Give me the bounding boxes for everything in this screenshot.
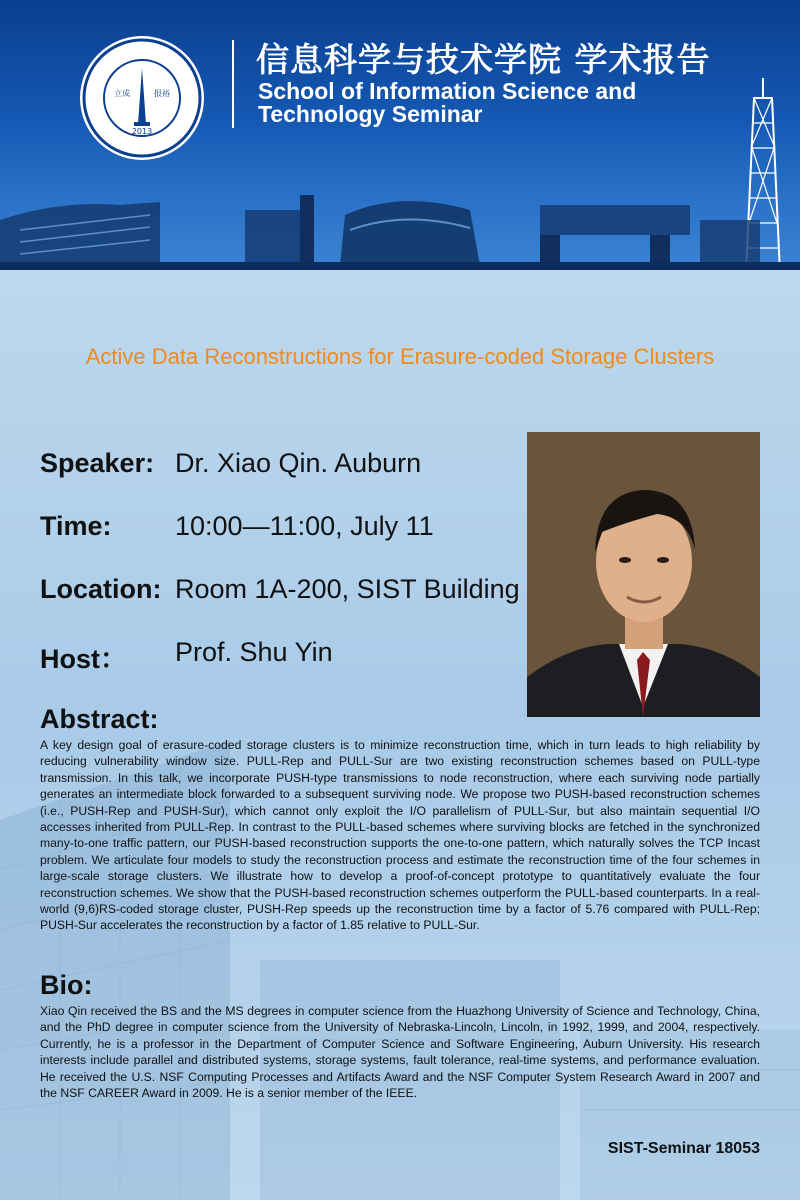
seminar-id: SIST-Seminar 18053 (607, 1140, 760, 1157)
header-divider (232, 40, 234, 128)
abstract-heading: Abstract: (40, 704, 159, 734)
time-label: Time: (40, 511, 112, 541)
header-title-chinese: 信息科学与技术学院 学术报告 (256, 40, 711, 79)
svg-text:报裕: 报裕 (154, 89, 170, 98)
speaker-label: Speaker: (40, 448, 155, 478)
speaker-photo (527, 432, 760, 717)
host-label: Host： (40, 644, 127, 674)
campus-skyline (0, 180, 800, 270)
svg-text:立成: 立成 (114, 89, 130, 98)
talk-title: Active Data Reconstructions for Erasure-coded Storage Clusters (85, 344, 715, 369)
abstract-text: A key design goal of erasure-coded storage clusters is to minimize reconstruction time, which in turn leads to high reliability by reducing vulnerability window size. PULL-Rep and PULL-Sur are two existing reconstruction schemes based on PULL-type transmission. In this talk, we incorporate PUSH-type transmissions to node reconstruction, where each surviving node partially generates an intermediate block forwarded to a subsequent surviving node. We propose two PUSH-based reconstruction schemes (i.e., PUSH-Rep and PUSH-Sur), which cannot only exploit the I/O parallelism of PULL-Sur, but also maintain sequential I/O accesses inherited from PULL-Rep. In contrast to the PULL-based schemes where surviving blocks are fetched in the synchronized many-to-one traffic pattern, our PUSH-based reconstruction supports the one-to-one pattern, which naturally solves the TCP Incast problem. We articulate four models to study the reconstruction process and estimate the reconstruction time of the four schemes in large-scale storage clusters. We illustrate how to develop a proof-of-concept prototype to quantitatively evaluate the four reconstruction schemes. We show that the PUSH-based reconstruction schemes outperform the PULL-based counterparts. In a real-world (9,6)RS-coded storage cluster, PUSH-Rep speeds up the reconstruction time by a factor of 5.76 compared with PULL-Rep; PUSH-Sur accelerates the reconstruction by a factor of 1.85 relative to PULL-Sur. (40, 738, 760, 933)
university-logo (78, 34, 206, 162)
time-value: 10:00—11:00, July 11 (175, 511, 434, 541)
location-label: Location: (40, 574, 162, 604)
host-value: Prof. Shu Yin (175, 637, 333, 667)
location-value: Room 1A-200, SIST Building (175, 574, 520, 604)
bio-heading: Bio: (40, 970, 93, 1000)
header-title-english: School of Information Science and Technology Seminar (258, 78, 637, 127)
bio-text: Xiao Qin received the BS and the MS degrees in computer science from the Huazhong University of Science and Technology, China, and the PhD degree in computer science from the University of Nebraska-Lincoln, Lincoln, in 1992, 1999, and 2004, respectively. Currently, he is a professor in the Department of Computer Science and Software Engineering, Auburn University. His research interests include parallel and distributed systems, storage systems, fault tolerance, real-time systems, and performance evaluation. He received the U.S. NSF Computing Processes and Artifacts Award and the NSF Computer System Research Award in 2007 and the NSF CAREER Award in 2009. He is a senior member of the IEEE. (40, 1004, 760, 1101)
speaker-value: Dr. Xiao Qin. Auburn (175, 448, 422, 478)
svg-text:2013: 2013 (131, 127, 153, 136)
header-banner (0, 0, 800, 270)
